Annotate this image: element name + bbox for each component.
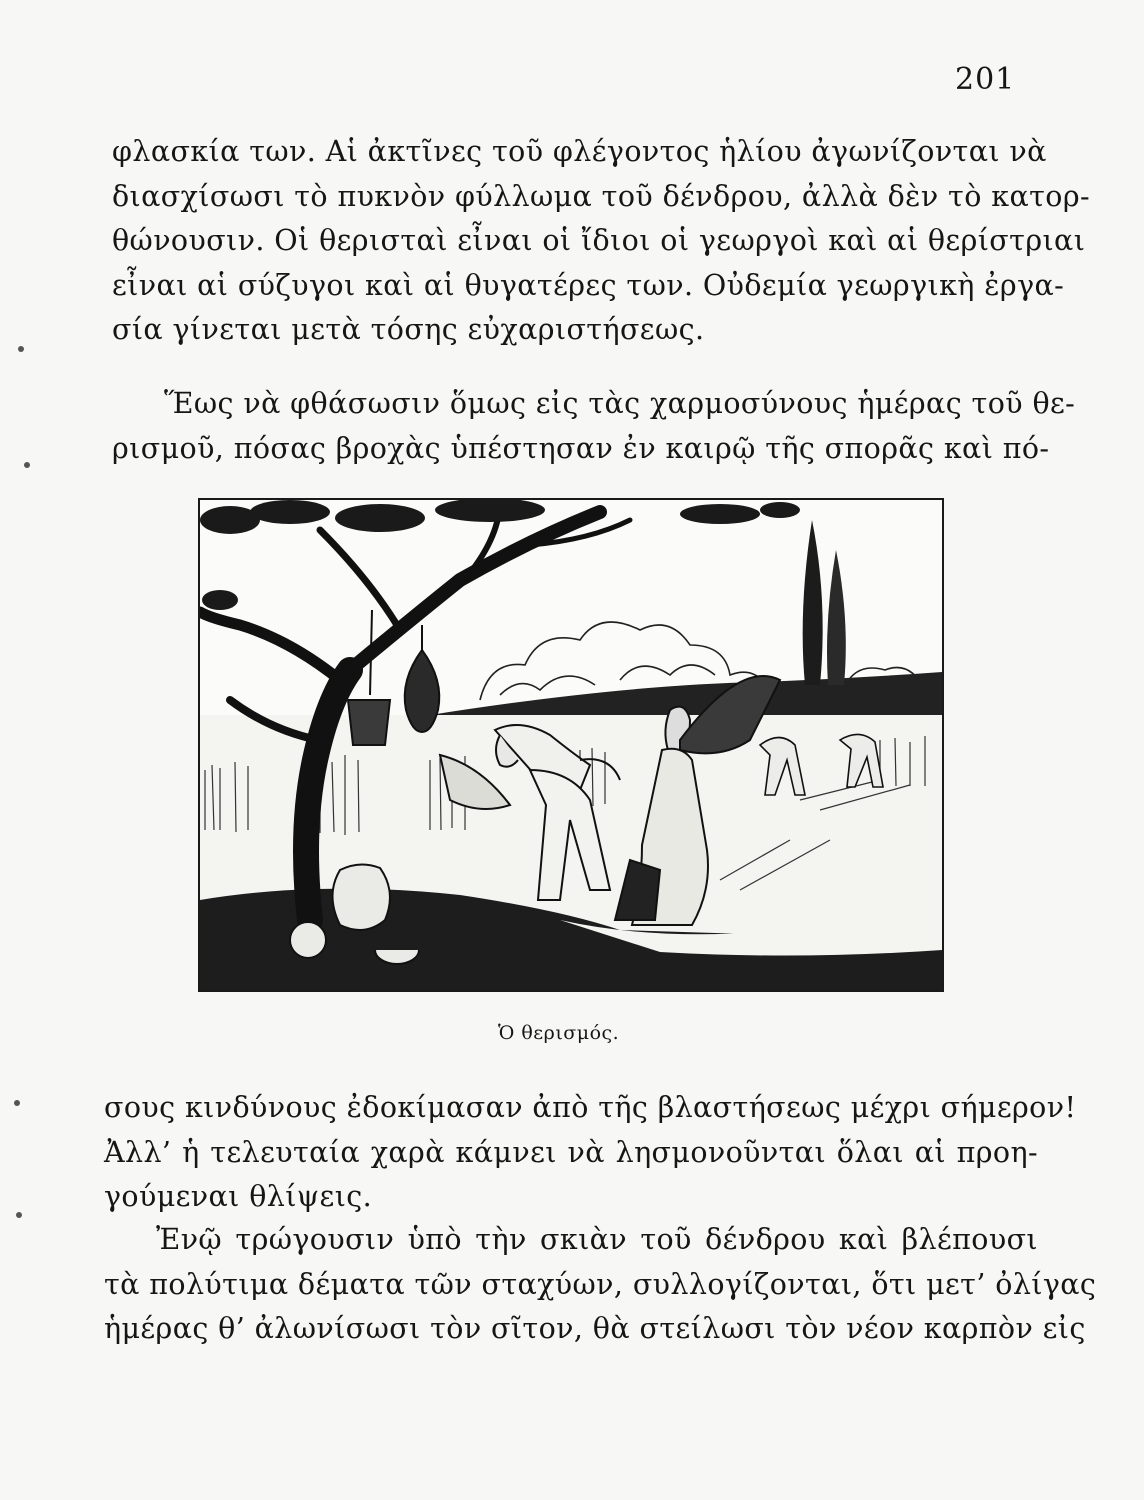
paragraph-2	[112, 382, 1076, 471]
margin-speck	[16, 1212, 22, 1218]
figure-caption: Ὁ θερισμός.	[498, 1022, 620, 1044]
text-line: Ἀλλ’ ἡ τελευταία χαρὰ κάμνει νὰ λησμονοῦνται ὅλαι αἱ προη-	[104, 1135, 1038, 1169]
text-line: Ἐνῷ τρώγουσιν ὑπὸ τὴν σκιὰν τοῦ δένδρου καὶ βλέπουσι	[156, 1223, 1038, 1256]
text-line: εἶναι αἱ σύζυγοι καὶ αἱ θυγατέρες των. Οὐδεμία γεωργικὴ ἐργα-	[112, 268, 1065, 302]
harvest-scene-drawing	[200, 500, 942, 990]
text-line: σία γίνεται μετὰ τόσης εὐχαριστήσεως.	[112, 313, 705, 346]
paragraph-3	[104, 1086, 1077, 1220]
text-line: Ἕως νὰ φθάσωσιν ὅμως εἰς τὰς χαρμοσύνους ἡμέρας τοῦ θε-	[164, 387, 1076, 420]
text-line: διασχίσωσι τὸ πυκνὸν φύλλωμα τοῦ δένδρου, ἀλλὰ δὲν τὸ κατορ-	[112, 179, 1090, 213]
text-line: τὰ πολύτιμα δέματα τῶν σταχύων, συλλογίζονται, ὅτι μετ’ ὀλίγας	[104, 1267, 1097, 1301]
text-line: φλασκία των. Αἱ ἀκτῖνες τοῦ φλέγοντος ἡλίου ἀγωνίζονται νὰ	[112, 135, 1047, 168]
text-line: θώνουσιν. Οἱ θερισταὶ εἶναι οἱ ἴδιοι οἱ γεωργοὶ καὶ αἱ θερίστριαι	[112, 224, 1086, 257]
margin-speck	[24, 462, 30, 468]
margin-speck	[14, 1100, 20, 1106]
paragraph-1	[112, 130, 1090, 353]
text-line: γούμεναι θλίψεις.	[104, 1180, 373, 1213]
text-line: σους κινδύνους ἐδοκίμασαν ἀπὸ τῆς βλαστήσεως μέχρι σήμερον!	[104, 1091, 1077, 1124]
margin-speck	[18, 346, 24, 352]
harvest-illustration	[198, 498, 944, 992]
text-line: ρισμοῦ, πόσας βροχὰς ὑπέστησαν ἐν καιρῷ τῆς σπορᾶς καὶ πό-	[112, 431, 1050, 465]
text-line: ἡμέρας θ’ ἀλωνίσωσι τὸν σῖτον, θὰ στείλωσι τὸν νέον καρπὸν εἰς	[104, 1312, 1086, 1345]
page-number: 201	[955, 62, 1016, 97]
paragraph-4	[104, 1218, 1097, 1352]
